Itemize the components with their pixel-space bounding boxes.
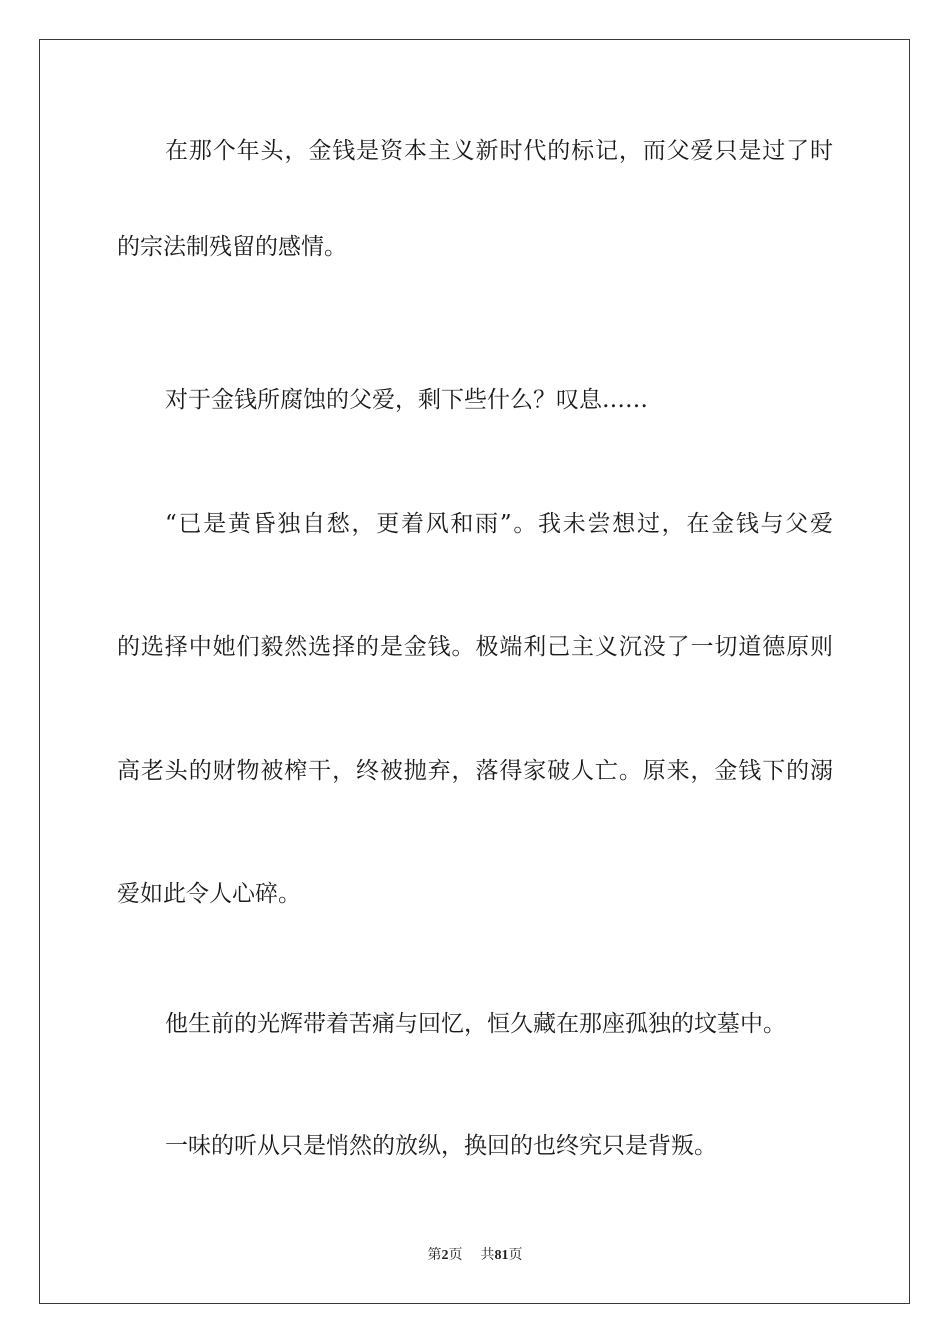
paragraph-line-3: 对于金钱所腐蚀的父爱，剩下些什么？叹息…… [165,387,648,413]
total-pages: 81 [494,1248,509,1263]
page-footer [0,1245,950,1266]
paragraph-line-5: 的选择中她们毅然选择的是金钱。极端利己主义沉没了一切道德原则 [117,634,833,660]
paragraph-line-8: 他生前的光辉带着苦痛与回忆，恒久藏在那座孤独的坟墓中。 [165,1011,786,1037]
page-number: 2 [441,1248,449,1263]
paragraph-line-7: 爱如此令人心碎。 [117,881,301,907]
page-border [39,39,910,1304]
paragraph-line-1: 在那个年头，金钱是资本主义新时代的标记，而父爱只是过了时 [165,138,833,164]
paragraph-line-9: 一味的听从只是悄然的放纵，换回的也终究只是背叛。 [165,1133,717,1159]
paragraph-line-6: 高老头的财物被榨干，终被抛弃，落得家破人亡。原来，金钱下的溺 [117,758,833,784]
paragraph-line-2: 的宗法制残留的感情。 [117,234,347,260]
total-suffix: 页 [508,1247,523,1263]
total-prefix: 共 [480,1247,495,1263]
paragraph-line-4: “已是黄昏独自愁，更着风和雨”。我未尝想过，在金钱与父爱 [165,511,833,537]
page-prefix: 第 [427,1247,442,1263]
page-suffix: 页 [448,1247,463,1263]
